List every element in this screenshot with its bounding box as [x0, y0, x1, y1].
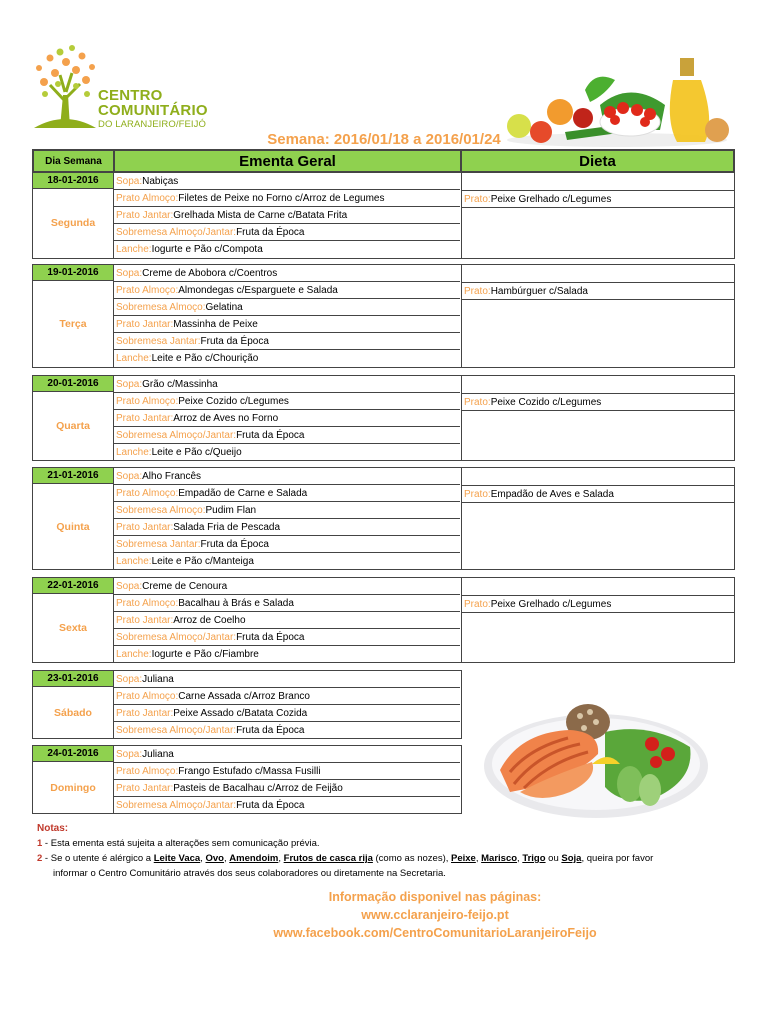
- day-date: 20-01-2016: [33, 376, 113, 392]
- row-label: Sopa:: [116, 378, 143, 390]
- row-text: Bacalhau à Brás e Salada: [178, 597, 294, 609]
- row-text: Arroz de Aves no Forno: [173, 412, 279, 424]
- day-name: Sábado: [54, 707, 92, 719]
- menu-row: [114, 629, 460, 646]
- menu-row: [114, 553, 460, 569]
- menu-row: [114, 485, 460, 502]
- diet-row: [462, 190, 734, 208]
- diet-row: [462, 282, 734, 300]
- row-label: Prato Almoço:: [116, 765, 179, 777]
- notes-title: Notas:: [37, 823, 69, 834]
- tree-logo-icon: [30, 40, 100, 132]
- row-text: Carne Assada c/Arroz Branco: [178, 690, 310, 702]
- day-name: Quinta: [56, 521, 90, 533]
- allergen: Trigo: [522, 853, 546, 864]
- row-text: Filetes de Peixe no Forno c/Arroz de Legumes: [178, 192, 385, 204]
- facebook-link[interactable]: www.facebook.com/CentroComunitarioLaranjeiroFeijo: [273, 926, 597, 940]
- menu-row: [114, 410, 460, 427]
- allergen: Soja: [561, 853, 582, 864]
- row-text: Fruta da Época: [236, 724, 305, 736]
- row-text: Creme de Abobora c/Coentros: [142, 267, 278, 279]
- menu-row: [114, 722, 460, 738]
- row-label: Sobremesa Almoço/Jantar:: [116, 226, 237, 238]
- row-text: Peixe Cozido c/Legumes: [178, 395, 289, 407]
- day-column: [33, 671, 114, 738]
- allergen: Leite Vaca: [153, 853, 201, 864]
- menu-row: [114, 519, 460, 536]
- menu-row: [114, 333, 460, 350]
- note-text: ou: [545, 853, 562, 864]
- day-date: 22-01-2016: [33, 578, 113, 594]
- day-block-1: [32, 264, 735, 368]
- menu-row: [114, 173, 460, 190]
- row-text: Salada Fria de Pescada: [173, 521, 280, 533]
- row-label: Prato Almoço:: [116, 597, 179, 609]
- row-label: Sobremesa Jantar:: [116, 538, 201, 550]
- week-title: Semana: 2016/01/18 a 2016/01/24: [267, 131, 501, 148]
- menu-row: [114, 265, 460, 282]
- menu-row: [114, 241, 460, 258]
- menu-row: [114, 376, 460, 393]
- row-label: Lanche:: [116, 648, 152, 660]
- info-block: [195, 888, 675, 942]
- diet-row: [462, 393, 734, 411]
- menu-row: [114, 763, 460, 780]
- row-label: Sobremesa Almoço/Jantar:: [116, 724, 237, 736]
- day-column: [33, 578, 114, 662]
- day-column: [33, 265, 114, 367]
- logo: [30, 40, 215, 132]
- logo-line-3: DO LARANJEIRO/FEIJÓ: [98, 119, 207, 130]
- row-text: Frango Estufado c/Massa Fusilli: [178, 765, 321, 777]
- note-number: 1: [37, 838, 43, 849]
- row-label: Prato Jantar:: [116, 209, 174, 221]
- row-label: Sopa:: [116, 267, 143, 279]
- row-label: Sobremesa Almoço/Jantar:: [116, 429, 237, 441]
- row-label: Prato Jantar:: [116, 521, 174, 533]
- diet-text: Peixe Cozido c/Legumes: [490, 396, 602, 408]
- allergen: Peixe: [451, 853, 476, 864]
- row-text: Grelhada Mista de Carne c/Batata Frita: [173, 209, 348, 221]
- day-block-4: [32, 577, 735, 663]
- row-text: Pudim Flan: [205, 504, 257, 516]
- menu-row: [114, 746, 460, 763]
- row-label: Sopa:: [116, 175, 143, 187]
- diet-column: [461, 578, 734, 662]
- day-name: Sexta: [58, 622, 88, 634]
- menu-row: [114, 688, 460, 705]
- row-label: Prato Almoço:: [116, 284, 179, 296]
- diet-column: [461, 376, 734, 460]
- row-text: Fruta da Época: [236, 631, 305, 643]
- menu-row: [114, 780, 460, 797]
- menu-row: [114, 427, 460, 444]
- note-text: - Esta ementa está sujeita a alterações sem comunicação prévia.: [42, 838, 320, 849]
- row-text: Fruta da Época: [200, 335, 269, 347]
- row-label: Prato Jantar:: [116, 707, 174, 719]
- note-2-line-2: informar o Centro Comunitário através dos seus colaboradores ou diretamente na Secretaria.: [53, 868, 446, 879]
- row-label: Prato Almoço:: [116, 487, 179, 499]
- day-date: 18-01-2016: [33, 173, 113, 189]
- note-2: 2 - Se o utente é alérgico a Leite Vaca, Ovo, Amendoim, Frutos de casca rija (como as nozes), Peixe, Marisco, Trigo ou Soja, queira por favor: [37, 853, 654, 864]
- diet-text: Peixe Grelhado c/Legumes: [490, 193, 612, 205]
- day-column: [33, 468, 114, 569]
- allergen: Ovo: [205, 853, 224, 864]
- row-text: Creme de Cenoura: [142, 580, 228, 592]
- salmon-dish-illustration: [480, 692, 712, 822]
- header-day: Dia Semana: [33, 150, 114, 172]
- row-label: Prato Almoço:: [116, 192, 179, 204]
- row-text: Arroz de Coelho: [173, 614, 246, 626]
- day-column: [33, 376, 114, 460]
- menu-row: [114, 444, 460, 460]
- day-date: 23-01-2016: [33, 671, 113, 687]
- row-text: Leite e Pão c/Manteiga: [151, 555, 254, 567]
- row-label: Sopa:: [116, 580, 143, 592]
- allergen: Amendoim: [229, 853, 279, 864]
- menu-row: [114, 282, 460, 299]
- logo-line-1: CENTRO: [98, 87, 163, 104]
- row-label: Prato Almoço:: [116, 395, 179, 407]
- menu-row: [114, 393, 460, 410]
- diet-label: Prato:: [464, 285, 491, 297]
- diet-text: Peixe Grelhado c/Legumes: [490, 598, 612, 610]
- row-text: Nabiças: [142, 175, 179, 187]
- row-label: Sobremesa Almoço:: [116, 301, 206, 313]
- menu-row: [114, 646, 460, 662]
- allergen: Marisco: [481, 853, 518, 864]
- row-text: Grão c/Massinha: [142, 378, 218, 390]
- row-text: Iogurte e Pão c/Compota: [151, 244, 263, 255]
- day-name: Terça: [59, 318, 87, 330]
- row-label: Sopa:: [116, 748, 143, 760]
- header-diet: Dieta: [461, 150, 734, 172]
- day-name: Domingo: [50, 782, 96, 794]
- row-label: Sobremesa Almoço/Jantar:: [116, 631, 237, 643]
- day-name: Quarta: [56, 420, 90, 432]
- row-label: Sobremesa Almoço:: [116, 504, 206, 516]
- row-label: Sobremesa Almoço/Jantar:: [116, 799, 237, 811]
- diet-column: [461, 265, 734, 367]
- diet-label: Prato:: [464, 193, 491, 205]
- diet-row: [462, 595, 734, 613]
- notes: [37, 821, 737, 881]
- row-text: Gelatina: [205, 301, 243, 313]
- row-text: Peixe Assado c/Batata Cozida: [173, 707, 308, 719]
- note-text: - Se o utente é alérgico a: [42, 853, 154, 864]
- row-label: Sopa:: [116, 673, 143, 685]
- row-label: Prato Almoço:: [116, 690, 179, 702]
- row-text: Fruta da Época: [236, 226, 305, 238]
- row-label: Prato Jantar:: [116, 318, 174, 330]
- row-text: Fruta da Época: [236, 799, 305, 811]
- website-link[interactable]: www.cclaranjeiro-feijo.pt: [361, 908, 509, 922]
- day-block-0: [32, 172, 735, 259]
- logo-line-2: COMUNITÁRIO: [98, 102, 208, 119]
- menu-row: [114, 316, 460, 333]
- allergen: Frutos de casca rija: [283, 853, 373, 864]
- menu-row: [114, 595, 460, 612]
- day-block-5: [32, 670, 462, 739]
- row-text: Iogurte e Pão c/Fiambre: [151, 648, 259, 660]
- day-block-6: [32, 745, 462, 814]
- row-text: Leite e Pão c/Queijo: [151, 446, 242, 458]
- row-label: Lanche:: [116, 446, 152, 458]
- diet-column: [461, 468, 734, 569]
- diet-label: Prato:: [464, 488, 491, 500]
- menu-row: [114, 190, 460, 207]
- menu-row: [114, 612, 460, 629]
- row-label: Lanche:: [116, 244, 152, 255]
- row-text: Fruta da Época: [236, 429, 305, 441]
- menu-row: [114, 299, 460, 316]
- note-1: [37, 836, 737, 851]
- day-column: [33, 746, 114, 813]
- row-label: Sobremesa Jantar:: [116, 335, 201, 347]
- row-text: Massinha de Peixe: [173, 318, 258, 330]
- menu-row: [114, 705, 460, 722]
- diet-column: [461, 173, 734, 258]
- header-general: Ementa Geral: [114, 150, 461, 172]
- row-label: Prato Jantar:: [116, 782, 174, 794]
- row-label: Lanche:: [116, 555, 152, 567]
- menu-row: [114, 671, 460, 688]
- info-line-1: Informação disponivel nas páginas:: [328, 890, 542, 904]
- row-text: Pasteis de Bacalhau c/Arroz de Feijão: [173, 782, 343, 794]
- menu-row: [114, 468, 460, 485]
- note-text: (como as nozes),: [372, 853, 452, 864]
- menu-row: [114, 350, 460, 367]
- table-header: [32, 149, 735, 173]
- row-label: Prato Jantar:: [116, 614, 174, 626]
- day-column: [33, 173, 114, 258]
- row-text: Juliana: [142, 748, 174, 760]
- day-name: Segunda: [50, 217, 96, 229]
- row-text: Almondegas c/Esparguete e Salada: [178, 284, 338, 296]
- menu-row: [114, 536, 460, 553]
- row-text: Fruta da Época: [200, 538, 269, 550]
- menu-row: [114, 502, 460, 519]
- day-block-2: [32, 375, 735, 461]
- diet-label: Prato:: [464, 598, 491, 610]
- day-date: 21-01-2016: [33, 468, 113, 484]
- diet-text: Hambúrguer c/Salada: [490, 285, 588, 297]
- note-number: 2: [37, 853, 43, 864]
- diet-text: Empadão de Aves e Salada: [490, 488, 614, 500]
- row-text: Alho Francês: [142, 470, 202, 482]
- diet-label: Prato:: [464, 396, 491, 408]
- day-date: 24-01-2016: [33, 746, 113, 762]
- row-label: Sopa:: [116, 470, 143, 482]
- menu-row: [114, 578, 460, 595]
- menu-row: [114, 797, 460, 813]
- diet-row: [462, 485, 734, 503]
- note-text: , queira por favor: [581, 853, 654, 864]
- row-label: Prato Jantar:: [116, 412, 174, 424]
- day-block-3: [32, 467, 735, 570]
- row-text: Juliana: [142, 673, 174, 685]
- menu-row: [114, 224, 460, 241]
- row-label: Lanche:: [116, 353, 152, 364]
- row-text: Leite e Pão c/Chourição: [151, 353, 259, 364]
- day-date: 19-01-2016: [33, 265, 113, 281]
- row-text: Empadão de Carne e Salada: [178, 487, 308, 499]
- menu-row: [114, 207, 460, 224]
